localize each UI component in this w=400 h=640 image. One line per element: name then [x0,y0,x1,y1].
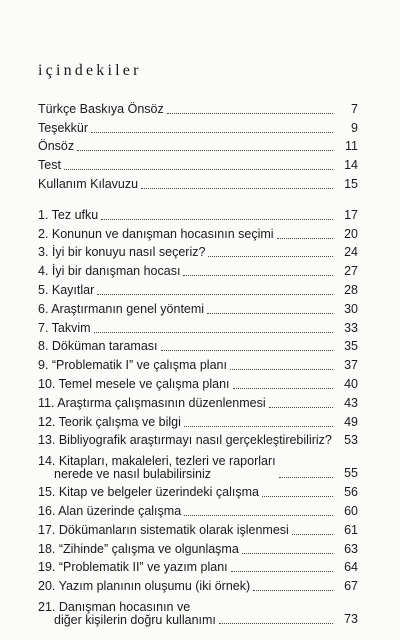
page-number: 37 [344,358,358,373]
dot-leader [208,256,333,257]
toc-entry-title: 6. Araştırmanın genel yöntemi [38,301,205,316]
dot-leader [77,150,333,151]
toc-entry-title: 4. İyi bir danışman hocası [38,264,181,279]
dot-leader [242,553,333,554]
page-number: 14 [344,158,358,173]
toc-entry [38,354,358,373]
toc-entry-title: 20. Yazım planının oluşumu (iki örnek) [38,579,251,594]
toc-entry-title: Kullanım Kılavuzu [38,176,139,191]
toc-entry [38,373,358,392]
dot-leader [277,238,333,239]
toc-entry [38,117,358,136]
page-number: 24 [344,245,358,260]
toc-entry-title-line-2: nerede ve nasıl bulabilirsiniz [54,467,212,482]
toc-entry [38,242,358,261]
toc-entry [38,154,358,173]
toc-entry [38,392,358,411]
toc-entry-title: 3. İyi bir konuyu nasıl seçeriz? [38,245,206,260]
toc-entry [38,298,358,317]
page-number: 73 [344,612,358,627]
toc-entry [38,98,358,117]
toc-entry [38,594,358,627]
dot-leader [161,350,334,351]
toc-entry [38,336,358,355]
toc-entry-title: Test [38,158,61,173]
toc-entry [38,260,358,279]
toc-entry-title: 10. Temel mesele ve çalışma planı [38,376,230,391]
toc-entry-title: 19. “Problematik II” ve yazım planı [38,560,228,575]
chapter-list [38,204,358,627]
toc-entry-title [38,455,276,481]
page-number: 40 [344,376,358,391]
page-number: 53 [344,433,358,448]
toc-entry [38,279,358,298]
dot-leader [141,188,333,189]
toc-entry-title: 1. Tez ufku [38,207,99,222]
page-number: 67 [344,579,358,594]
toc-entry [38,136,358,155]
toc-entry-title: 8. Döküman taraması [38,339,158,354]
page-number: 49 [344,414,358,429]
toc-entry-title-line-1: 14. Kitapları, makaleleri, tezleri ve raporları [38,454,276,469]
dot-leader [167,113,333,114]
page-number: 7 [351,101,358,116]
page-number: 35 [344,339,358,354]
dot-leader [262,496,333,497]
dot-leader [230,369,333,370]
page-number: 20 [344,226,358,241]
toc-entry-title: 18. “Zihinde” çalışma ve olgunlaşma [38,541,239,556]
dot-leader [94,332,333,333]
dot-leader [279,477,333,478]
page-number: 60 [344,503,358,518]
dot-leader [64,169,333,170]
page-number: 55 [344,466,358,481]
dot-leader [101,219,333,220]
dot-leader [253,590,333,591]
toc-entry-title: 15. Kitap ve belgeler üzerindeki çalışma [38,485,259,500]
toc-entry-title: Türkçe Baskıya Önsöz [38,101,164,116]
toc-entry-title: Önsöz [38,139,75,154]
toc-entry [38,411,358,430]
page-number: 30 [344,301,358,316]
dot-leader [184,515,333,516]
toc-entry [38,519,358,538]
toc-entry [38,204,358,223]
dot-leader [231,571,333,572]
page-number: 9 [351,120,358,135]
toc-entry-title: 16. Alan üzerinde çalışma [38,503,182,518]
page-number: 27 [344,264,358,279]
page-number: 17 [344,207,358,222]
toc-entry-title: 5. Kayıtlar [38,282,95,297]
toc-entry-title: 9. “Problematik I” ve çalışma planı [38,358,227,373]
toc-entry [38,223,358,242]
toc-entry [38,173,358,192]
page-number: 56 [344,485,358,500]
toc-entry [38,538,358,557]
dot-leader [292,534,333,535]
page-number: 43 [344,395,358,410]
toc-entry [38,500,358,519]
toc-entry-title-line-2: diğer kişilerin doğru kullanımı [54,613,216,628]
toc-entry [38,430,358,449]
page-number: 33 [344,320,358,335]
dot-leader [219,623,333,624]
toc-entry [38,448,358,481]
toc-entry [38,317,358,336]
page-number: 28 [344,282,358,297]
toc-entry-title: 12. Teorik çalışma ve bilgi [38,414,181,429]
dot-leader [233,388,333,389]
dot-leader [184,426,333,427]
toc-entry [38,557,358,576]
toc-entry [38,575,358,594]
page-number: 63 [344,541,358,556]
toc-title: içindekiler [38,62,142,79]
toc-entry-title: 11. Araştırma çalışmasının düzenlenmesi [38,395,266,410]
dot-leader [207,313,333,314]
toc-entry-title: 7. Takvim [38,320,91,335]
toc-entry-title: 17. Dökümanların sistematik olarak işlenmesi [38,522,289,537]
dot-leader [91,132,333,133]
dot-leader [269,407,333,408]
front-matter-list [38,98,358,192]
toc-entry-title [38,601,216,627]
toc-entry-title: 2. Konunun ve danışman hocasının seçimi [38,226,274,241]
toc-entry [38,481,358,500]
page-number: 64 [344,560,358,575]
toc-entry-title: 13. Bibliyografik araştırmayı nasıl gerçekleştirebiliriz? [38,433,332,448]
page-number: 11 [345,139,358,154]
toc-entry-title-line-1: 21. Danışman hocasının ve [38,600,191,615]
dot-leader [183,275,333,276]
dot-leader [97,294,333,295]
page-number: 15 [344,176,358,191]
page-number: 61 [344,522,358,537]
toc-entry-title: Teşekkür [38,120,89,135]
